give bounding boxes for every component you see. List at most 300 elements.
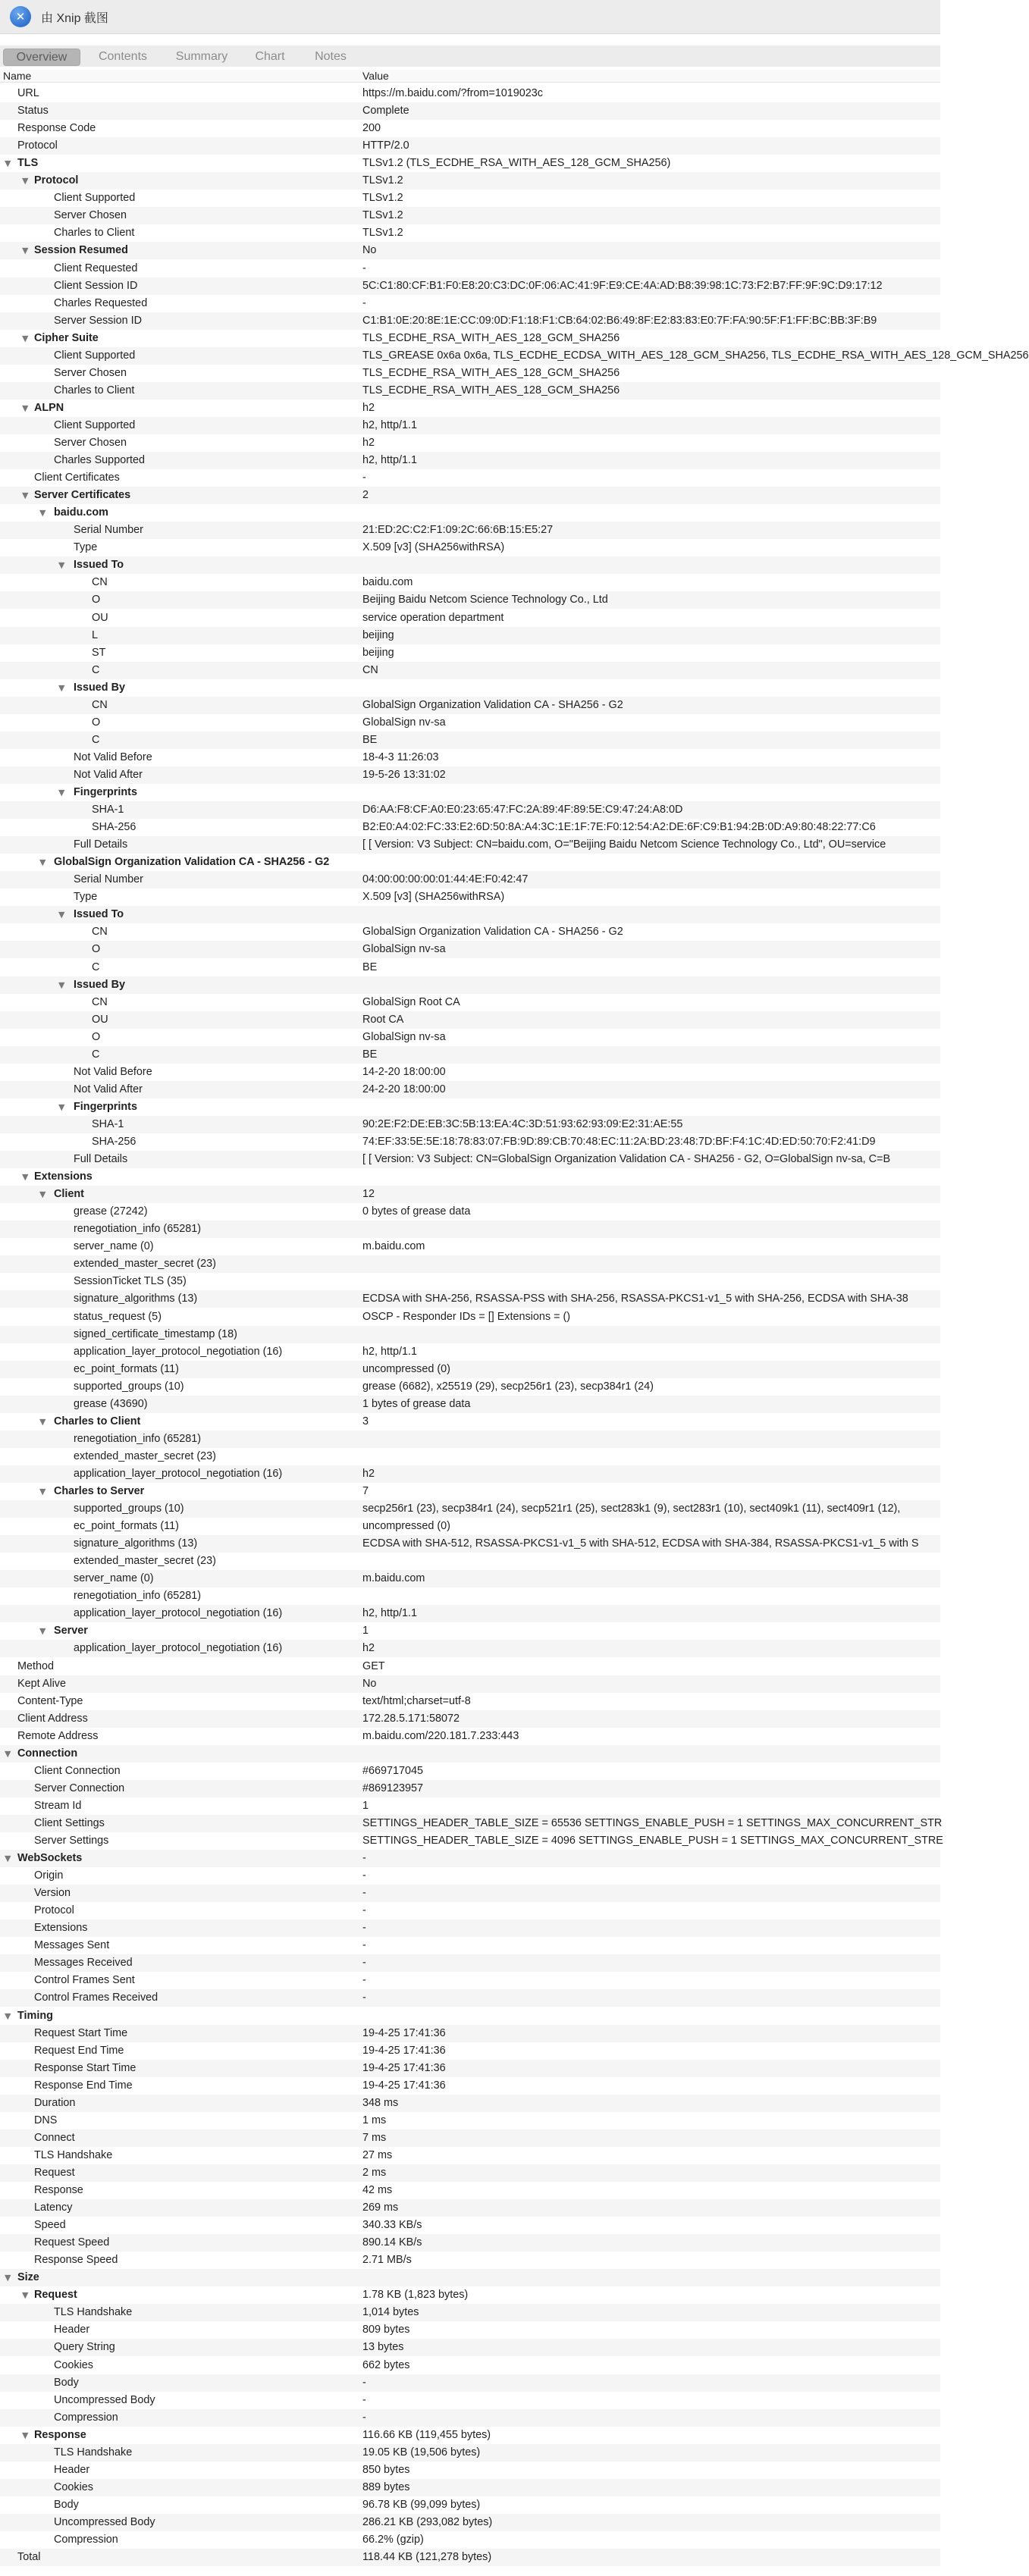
disclosure-triangle-icon[interactable]: ▼ (5, 1748, 11, 1759)
row-name: ec_point_formats (11) (74, 1520, 179, 1533)
tree-row[interactable] (0, 224, 940, 242)
row-name: Session Resumed (34, 244, 128, 257)
tree-row[interactable] (0, 120, 940, 137)
tree-row[interactable] (0, 522, 940, 539)
row-value: 19-4-25 17:41:36 (362, 2061, 446, 2074)
tree-row[interactable] (0, 1518, 940, 1535)
row-name: Not Valid After (74, 768, 143, 781)
row-name: O (92, 594, 101, 606)
tree-row[interactable] (0, 2182, 940, 2199)
row-name: application_layer_protocol_negotiation (16) (74, 1607, 283, 1620)
row-value: 90:2E:F2:DE:EB:3C:5B:13:EA:4C:3D:51:93:62:93:09:E2:31:AE:55 (362, 1117, 683, 1130)
row-value: 7 (362, 1485, 369, 1497)
tree-row[interactable] (0, 2060, 940, 2077)
disclosure-triangle-icon[interactable]: ▼ (58, 560, 65, 571)
tree-row[interactable] (0, 1605, 940, 1622)
tree-row[interactable] (0, 2199, 940, 2217)
row-value: beijing (362, 646, 394, 659)
tree-row[interactable] (0, 2112, 940, 2129)
tree-row[interactable] (0, 1989, 940, 2007)
row-name: WebSockets (17, 1852, 83, 1865)
row-name: Charles Requested (54, 296, 148, 309)
tree-row[interactable] (0, 2496, 940, 2514)
tab-chart[interactable]: Chart (255, 50, 285, 63)
disclosure-triangle-icon[interactable]: ▼ (39, 508, 46, 519)
row-name: ec_point_formats (11) (74, 1362, 179, 1375)
tree-group-row[interactable] (0, 330, 940, 347)
tree-row[interactable] (0, 2357, 940, 2374)
row-name: Full Details (74, 838, 128, 851)
tree-row[interactable] (0, 2129, 940, 2147)
row-value: 96.78 KB (99,099 bytes) (362, 2498, 481, 2511)
tree-row[interactable] (0, 1064, 940, 1081)
tree-row[interactable] (0, 295, 940, 312)
tree-row[interactable] (0, 312, 940, 330)
row-value: TLS_GREASE 0x6a 0x6a, TLS_ECDHE_ECDSA_WITH_AES_128_GCM_SHA256, TLS_ECDHE_RSA_WITH_AES_128_GCM_SHA256 (362, 349, 1029, 362)
row-value: 662 bytes (362, 2358, 410, 2371)
tree-group-row[interactable] (0, 2427, 940, 2444)
row-value: baidu.com (362, 576, 413, 589)
tree-row[interactable] (0, 923, 940, 941)
row-value: SETTINGS_HEADER_TABLE_SIZE = 4096 SETTINGS_ENABLE_PUSH = 1 SETTINGS_MAX_CONCURRENT_STRE (362, 1835, 943, 1847)
tree-row[interactable] (0, 1954, 940, 1972)
tree-row[interactable] (0, 2164, 940, 2182)
tree-row[interactable] (0, 2392, 940, 2409)
row-name: Duration (34, 2096, 76, 2109)
row-name: Server Connection (34, 1782, 125, 1794)
row-name: Total (17, 2551, 41, 2564)
tree-row[interactable] (0, 574, 940, 591)
row-name: Body (54, 2376, 79, 2389)
row-name: Not Valid After (74, 1083, 143, 1095)
row-name: Client Supported (54, 192, 136, 205)
row-value: h2 (362, 437, 375, 449)
row-name: Client Supported (54, 418, 136, 431)
row-name: status_request (5) (74, 1310, 162, 1323)
tree-row[interactable] (0, 365, 940, 382)
tree-row[interactable] (0, 347, 1029, 365)
tree-row[interactable] (0, 1255, 940, 1273)
row-name: Charles to Client (54, 384, 135, 396)
tree-row[interactable] (0, 1290, 940, 1308)
tree-row[interactable] (0, 207, 940, 224)
tree-row[interactable] (0, 1011, 940, 1029)
tree-group-row[interactable] (0, 679, 940, 697)
row-value: OSCP - Responder IDs = [] Extensions = () (362, 1310, 571, 1323)
row-name: renegotiation_info (65281) (74, 1590, 202, 1603)
row-value: uncompressed (0) (362, 1520, 450, 1533)
tree-group-row[interactable] (0, 1098, 940, 1116)
tree-row[interactable] (0, 1658, 940, 1675)
tree-row[interactable] (0, 2304, 940, 2321)
tree-row[interactable] (0, 2374, 940, 2392)
tree-group-row[interactable] (0, 1850, 940, 1867)
name-column-header[interactable]: Name (3, 70, 32, 82)
disclosure-triangle-icon[interactable]: ▼ (22, 490, 29, 501)
tree-group-row[interactable] (0, 172, 940, 190)
row-value: 340.33 KB/s (362, 2219, 422, 2232)
tree-row[interactable] (0, 2077, 940, 2095)
row-name: OU (92, 1013, 108, 1026)
row-value: 14-2-20 18:00:00 (362, 1065, 446, 1078)
row-name: L (92, 628, 99, 641)
tree-row[interactable] (0, 137, 940, 155)
row-name: Not Valid Before (74, 1065, 152, 1078)
tree-row[interactable] (0, 591, 940, 609)
tree-row[interactable] (0, 2514, 940, 2531)
tree-group-row[interactable] (0, 976, 940, 994)
row-name: server_name (0) (74, 1240, 154, 1253)
value-column-header[interactable]: Value (362, 70, 389, 82)
tree-group-row[interactable] (0, 1168, 940, 1186)
row-name: Query String (54, 2341, 115, 2354)
tree-group-row[interactable] (0, 784, 940, 801)
row-name: C (92, 663, 100, 676)
tree-group-row[interactable] (0, 400, 940, 417)
disclosure-triangle-icon[interactable]: ▼ (58, 1102, 65, 1112)
tab-notes[interactable]: Notes (315, 50, 347, 63)
row-name: Status (17, 105, 49, 118)
tree-row[interactable] (0, 1081, 940, 1098)
row-value: Root CA (362, 1013, 404, 1026)
window-title: 由 Xnip 截图 (41, 12, 108, 25)
tree-row[interactable] (0, 2147, 940, 2164)
tree-row[interactable] (0, 1308, 940, 1326)
row-value: h2 (362, 1642, 375, 1655)
row-value: [ [ Version: V3 Subject: CN=GlobalSign Organization Validation CA - SHA256 - G2, O=GlobalSign nv-sa, C=B (362, 1153, 891, 1166)
tree-row[interactable] (0, 1919, 940, 1937)
disclosure-triangle-icon[interactable]: ▼ (58, 682, 65, 693)
tree-row[interactable] (0, 1972, 940, 1989)
row-name: GlobalSign Organization Validation CA - SHA256 - G2 (54, 856, 330, 869)
row-name: Remote Address (17, 1729, 99, 1742)
tree-group-row[interactable] (0, 556, 940, 574)
row-value: h2 (362, 401, 375, 414)
tree-group-row[interactable] (0, 2286, 940, 2304)
row-value: CN (362, 663, 378, 676)
row-name: baidu.com (54, 506, 108, 519)
row-value: GlobalSign Root CA (362, 995, 460, 1008)
row-name: URL (17, 87, 39, 99)
row-value: https://m.baidu.com/?from=1019023c (362, 87, 543, 99)
tree-row[interactable] (0, 2339, 940, 2356)
tree-group-row[interactable] (0, 1745, 940, 1763)
tree-row[interactable] (0, 1151, 940, 1168)
disclosure-triangle-icon[interactable]: ▼ (5, 158, 11, 169)
row-name: Client Certificates (34, 472, 120, 484)
tree-row[interactable] (0, 749, 940, 766)
row-value: TLSv1.2 (362, 192, 403, 205)
row-name: Method (17, 1659, 54, 1672)
row-name: Messages Received (34, 1957, 133, 1970)
disclosure-triangle-icon[interactable]: ▼ (22, 246, 29, 256)
row-name: Server Chosen (54, 209, 127, 222)
tree-row[interactable] (0, 662, 940, 679)
disclosure-triangle-icon[interactable]: ▼ (39, 857, 46, 868)
row-name: ST (92, 646, 106, 659)
row-value: 2.71 MB/s (362, 2254, 412, 2267)
row-name: C (92, 961, 100, 973)
row-name: Client Supported (54, 349, 136, 362)
tree-row[interactable] (0, 1570, 940, 1587)
disclosure-triangle-icon[interactable]: ▼ (58, 910, 65, 920)
tree-row[interactable] (0, 2549, 940, 2566)
tree-row[interactable] (0, 452, 940, 469)
row-name: renegotiation_info (65281) (74, 1223, 202, 1236)
row-value: GlobalSign nv-sa (362, 716, 446, 729)
row-name: Size (17, 2271, 39, 2284)
tree-row[interactable] (0, 819, 940, 836)
row-value: 116.66 KB (119,455 bytes) (362, 2428, 491, 2441)
tree-row[interactable] (0, 888, 940, 906)
xnip-app-icon (10, 6, 31, 27)
tree-row[interactable] (0, 1448, 940, 1465)
tree-group-row[interactable] (0, 1483, 940, 1500)
row-name: TLS Handshake (54, 2306, 133, 2319)
row-value: 850 bytes (362, 2463, 410, 2476)
tree-group-row[interactable] (0, 2007, 940, 2025)
tree-group-row[interactable] (0, 504, 940, 522)
tree-row[interactable] (0, 2234, 940, 2252)
tree-row[interactable] (0, 610, 940, 627)
row-value: 1 (362, 1799, 369, 1812)
row-value: D6:AA:F8:CF:A0:E0:23:65:47:FC:2A:89:4F:89:5E:C9:47:24:A8:0D (362, 804, 683, 816)
row-name: C (92, 1048, 100, 1061)
tree-row[interactable] (0, 1553, 940, 1570)
row-value: h2 (362, 1467, 375, 1480)
row-name: Issued By (74, 978, 125, 991)
tree-row[interactable] (0, 2531, 940, 2549)
tree-row[interactable] (0, 1326, 940, 1343)
tree-row[interactable] (0, 260, 940, 277)
tree-group-row[interactable] (0, 487, 940, 504)
tree-row[interactable] (0, 871, 940, 888)
tree-row[interactable] (0, 1133, 940, 1151)
row-name: Issued To (74, 908, 124, 921)
tab-contents[interactable]: Contents (98, 50, 148, 63)
row-name: Response End Time (34, 2079, 133, 2092)
tree-row[interactable] (0, 2217, 940, 2234)
tree-group-row[interactable] (0, 155, 940, 172)
tree-row[interactable] (0, 2479, 940, 2496)
tree-row[interactable] (0, 732, 940, 749)
disclosure-triangle-icon[interactable]: ▼ (39, 1189, 46, 1200)
row-value: GlobalSign Organization Validation CA - SHA256 - G2 (362, 926, 623, 939)
row-value: ECDSA with SHA-512, RSASSA-PKCS1-v1_5 with SHA-512, ECDSA with SHA-384, RSASSA-PKCS1-v1_5 with S (362, 1537, 919, 1550)
row-name: Charles to Client (54, 227, 135, 240)
tree-row[interactable] (0, 1832, 943, 1850)
tree-row[interactable] (0, 1937, 940, 1954)
tab-overview[interactable]: Overview (3, 49, 80, 66)
tree-group-row[interactable] (0, 2269, 940, 2286)
tree-row[interactable] (0, 941, 940, 958)
tree-row[interactable] (0, 1378, 940, 1396)
tree-row[interactable] (0, 836, 940, 854)
tree-row[interactable] (0, 1535, 940, 1553)
tree-row[interactable] (0, 994, 940, 1011)
disclosure-triangle-icon[interactable]: ▼ (5, 2273, 11, 2283)
tree-row[interactable] (0, 417, 940, 434)
tree-row[interactable] (0, 697, 940, 714)
tree-row[interactable] (0, 85, 940, 102)
disclosure-triangle-icon[interactable]: ▼ (39, 1416, 46, 1427)
tree-row[interactable] (0, 1221, 940, 1238)
row-name: Origin (34, 1869, 64, 1882)
row-name: SessionTicket TLS (35) (74, 1275, 187, 1288)
tree-row[interactable] (0, 1116, 940, 1133)
disclosure-triangle-icon[interactable]: ▼ (5, 2010, 11, 2021)
tree-row[interactable] (0, 1500, 940, 1518)
tree-row[interactable] (0, 382, 940, 400)
row-name: Request (34, 2289, 77, 2302)
row-value: 19-4-25 17:41:36 (362, 2026, 446, 2039)
tree-row[interactable] (0, 469, 940, 487)
row-value: 27 ms (362, 2148, 393, 2161)
tree-row[interactable] (0, 1203, 940, 1221)
tree-row[interactable] (0, 1763, 940, 1780)
tree-row[interactable] (0, 627, 940, 644)
row-name: Compression (54, 2534, 118, 2546)
row-name: TLS (17, 157, 39, 170)
row-name: Type (74, 891, 98, 904)
tree-group-row[interactable] (0, 1622, 940, 1640)
tree-row[interactable] (0, 1343, 940, 1361)
tree-row[interactable] (0, 2252, 940, 2269)
tree-row[interactable] (0, 644, 940, 662)
row-value: Complete (362, 105, 409, 118)
disclosure-triangle-icon[interactable]: ▼ (58, 788, 65, 798)
row-name: Fingerprints (74, 1100, 137, 1113)
tree-row[interactable] (0, 102, 940, 120)
tree-row[interactable] (0, 714, 940, 732)
tree-row[interactable] (0, 1797, 940, 1815)
row-name: Serial Number (74, 873, 143, 886)
tree-row[interactable] (0, 766, 940, 784)
tree-row[interactable] (0, 277, 940, 295)
row-value: 21:ED:2C:C2:F1:09:2C:66:6B:15:E5:27 (362, 524, 554, 537)
row-name: Response Start Time (34, 2061, 136, 2074)
row-value: 118.44 KB (121,278 bytes) (362, 2551, 492, 2564)
disclosure-triangle-icon[interactable]: ▼ (39, 1487, 46, 1496)
row-name: application_layer_protocol_negotiation (16) (74, 1467, 283, 1480)
tree-row[interactable] (0, 1465, 940, 1483)
tree-group-row[interactable] (0, 906, 940, 923)
row-name: Uncompressed Body (54, 2515, 155, 2528)
row-name: ALPN (34, 401, 64, 414)
disclosure-triangle-icon[interactable]: ▼ (22, 1172, 29, 1183)
row-value: 66.2% (gzip) (362, 2534, 424, 2546)
tree-group-row[interactable] (0, 242, 940, 259)
row-name: CN (92, 995, 108, 1008)
tree-row[interactable] (0, 1728, 940, 1745)
tree-row[interactable] (0, 2462, 940, 2479)
tree-row[interactable] (0, 1867, 940, 1885)
disclosure-triangle-icon[interactable]: ▼ (22, 333, 29, 343)
row-value: - (362, 1992, 366, 2004)
tree-row[interactable] (0, 2095, 940, 2112)
tree-row[interactable] (0, 2409, 940, 2427)
tree-row[interactable] (0, 2042, 940, 2060)
row-name: Type (74, 541, 98, 554)
tree-row[interactable] (0, 1361, 940, 1378)
tree-row[interactable] (0, 1587, 940, 1605)
row-value: TLSv1.2 (362, 227, 403, 240)
tree-group-row[interactable] (0, 1413, 940, 1431)
tree-row[interactable] (0, 1431, 940, 1448)
disclosure-triangle-icon[interactable]: ▼ (5, 1854, 11, 1864)
tree-row[interactable] (0, 2444, 940, 2462)
row-value: 1,014 bytes (362, 2306, 419, 2319)
row-name: server_name (0) (74, 1572, 154, 1585)
tab-bar (0, 45, 940, 67)
row-name: Uncompressed Body (54, 2393, 155, 2406)
tree-row[interactable] (0, 190, 940, 207)
tree-row[interactable] (0, 1046, 940, 1064)
tree-row[interactable] (0, 1780, 940, 1797)
disclosure-triangle-icon[interactable]: ▼ (22, 403, 29, 413)
tree-row[interactable] (0, 1902, 940, 1919)
row-name: Response Speed (34, 2254, 118, 2267)
tree-row[interactable] (0, 539, 940, 556)
row-name: Kept Alive (17, 1677, 66, 1690)
tree-row[interactable] (0, 801, 940, 819)
row-name: extended_master_secret (23) (74, 1449, 216, 1462)
row-value: BE (362, 1048, 378, 1061)
row-value: 74:EF:33:5E:5E:18:78:83:07:FB:9D:89:CB:70:48:EC:11:2A:BD:23:48:7D:BF:F4:1C:4D:ED:50:70:F2:41:D9 (362, 1136, 876, 1148)
tree-row[interactable] (0, 959, 940, 976)
row-value: service operation department (362, 611, 504, 624)
row-name: grease (43690) (74, 1397, 148, 1410)
tree-group-row[interactable] (0, 854, 940, 871)
row-value: grease (6682), x25519 (29), secp256r1 (23), secp384r1 (24) (362, 1380, 654, 1393)
row-name: Control Frames Sent (34, 1974, 135, 1987)
row-name: Server Settings (34, 1835, 109, 1847)
row-value: - (362, 472, 366, 484)
tree-row[interactable] (0, 434, 940, 452)
row-value: - (362, 2411, 366, 2424)
tree-row[interactable] (0, 1273, 940, 1290)
disclosure-triangle-icon[interactable]: ▼ (58, 979, 65, 990)
tree-row[interactable] (0, 1693, 940, 1710)
tree-row[interactable] (0, 1885, 940, 1902)
row-value: 19.05 KB (19,506 bytes) (362, 2446, 481, 2458)
disclosure-triangle-icon[interactable]: ▼ (22, 2430, 29, 2440)
row-value: No (362, 244, 377, 257)
tree-row[interactable] (0, 1029, 940, 1046)
tree-row[interactable] (0, 2025, 940, 2042)
tree-row[interactable] (0, 1238, 940, 1255)
row-name: Body (54, 2498, 79, 2511)
tree-row[interactable] (0, 1710, 940, 1728)
disclosure-triangle-icon[interactable]: ▼ (39, 1626, 46, 1637)
tree-row[interactable] (0, 2321, 940, 2339)
tree-row[interactable] (0, 1396, 940, 1413)
disclosure-triangle-icon[interactable]: ▼ (22, 2290, 29, 2301)
tab-summary[interactable]: Summary (175, 50, 228, 63)
row-name: Issued To (74, 559, 124, 572)
row-name: SHA-1 (92, 804, 124, 816)
row-name: Request Speed (34, 2236, 110, 2249)
row-value: C1:B1:0E:20:8E:1E:CC:09:0D:F1:18:F1:CB:64:02:B6:49:8F:E2:83:83:E0:7F:FA:90:5F:F1:FF:BC:BB:3F:B9 (362, 314, 877, 327)
row-name: Extensions (34, 1170, 93, 1183)
tree-group-row[interactable] (0, 1186, 940, 1203)
tree-row[interactable] (0, 1815, 943, 1832)
tree-row[interactable] (0, 1640, 940, 1657)
disclosure-triangle-icon[interactable]: ▼ (22, 176, 29, 186)
row-name: Header (54, 2463, 90, 2476)
tree-row[interactable] (0, 1675, 940, 1693)
row-name: signed_certificate_timestamp (18) (74, 1327, 237, 1340)
